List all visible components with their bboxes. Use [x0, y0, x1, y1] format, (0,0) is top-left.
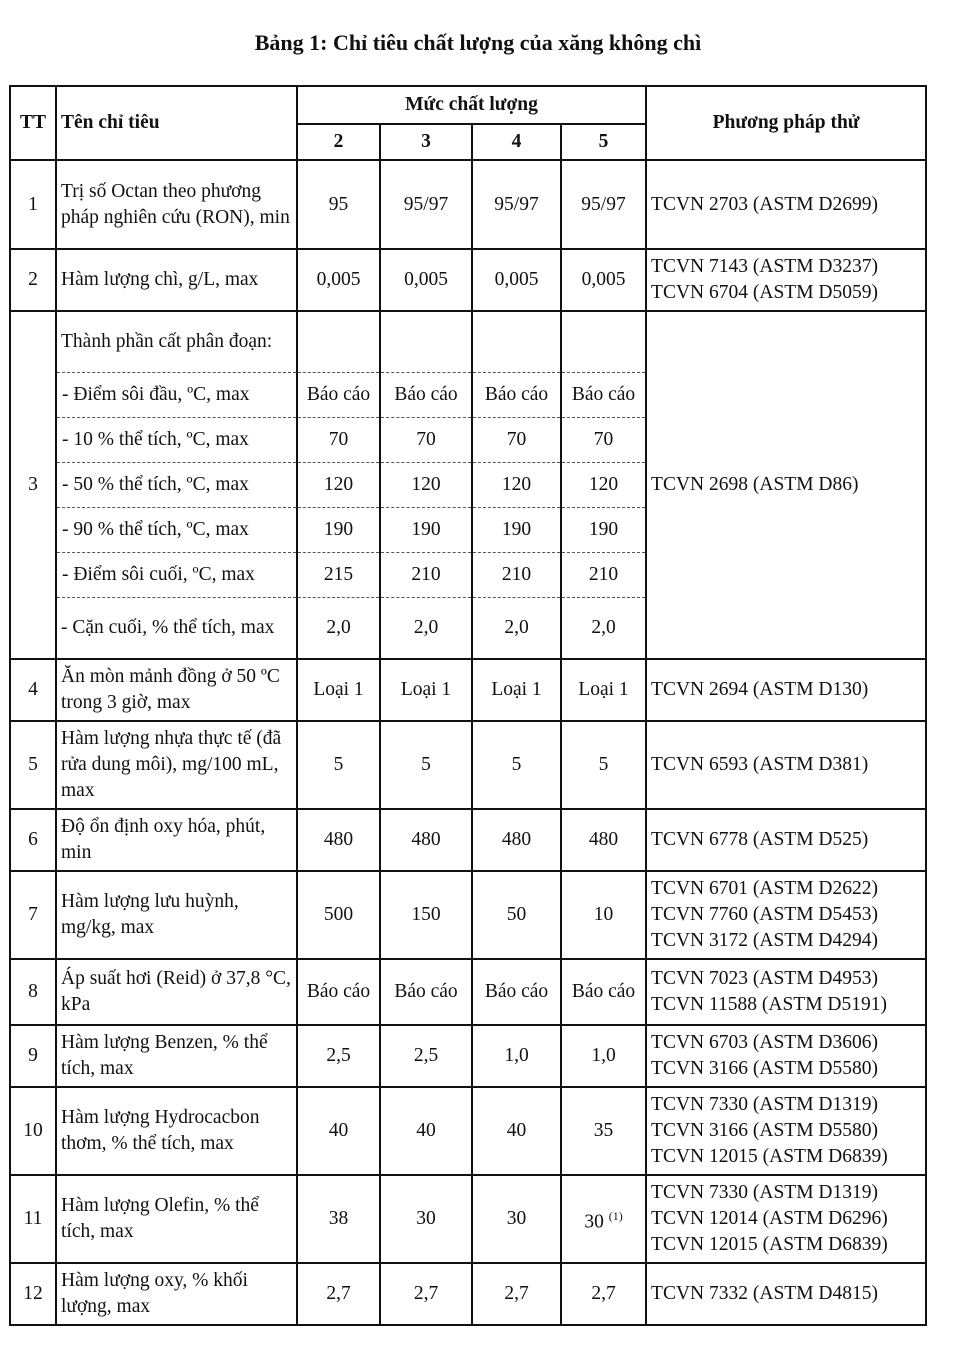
value-text: 0,005 — [404, 269, 448, 290]
method-line: TCVN 6703 (ASTM D3606) — [651, 1032, 878, 1053]
method-cell — [646, 1263, 926, 1325]
value-cell: 120 — [380, 462, 472, 507]
value-cell — [472, 311, 561, 372]
method-cell — [646, 1087, 926, 1175]
value-text: 150 — [411, 904, 441, 925]
value-text: Báo cáo — [306, 981, 371, 1002]
value-cell: 70 — [380, 417, 472, 462]
sub-param-name: - Cặn cuối, % thể tích, max — [56, 597, 297, 659]
value-cell — [561, 249, 646, 311]
row-number: 12 — [10, 1263, 56, 1325]
value-text: 40 — [328, 1120, 349, 1141]
value-cell — [561, 959, 646, 1025]
sub-param-name: - Điểm sôi đầu, ºC, max — [56, 372, 297, 417]
value-cell — [297, 1175, 380, 1263]
value-text: Loại 1 — [400, 679, 452, 700]
sub-param-name: - Điểm sôi cuối, ºC, max — [56, 552, 297, 597]
param-name: Hàm lượng lưu huỳnh, mg/kg, max — [56, 871, 297, 959]
value-cell — [380, 1025, 472, 1087]
row-number: 9 — [10, 1025, 56, 1087]
value-cell: 70 — [472, 417, 561, 462]
value-text: 2,7 — [591, 1283, 616, 1304]
value-cell — [297, 1263, 380, 1325]
value-text: Báo cáo — [484, 981, 549, 1002]
header-method: Phương pháp thử — [646, 86, 926, 160]
value-cell — [380, 1087, 472, 1175]
value-cell: 210 — [561, 552, 646, 597]
value-cell: Báo cáo — [472, 372, 561, 417]
value-cell — [561, 659, 646, 721]
method-cell — [646, 1025, 926, 1087]
row-number: 6 — [10, 809, 56, 871]
value-cell — [561, 311, 646, 372]
value-cell: 2,0 — [380, 597, 472, 659]
value-cell: 120 — [472, 462, 561, 507]
value-cell — [380, 659, 472, 721]
value-text: Loại 1 — [491, 679, 542, 700]
value-cell — [561, 1175, 646, 1263]
sub-param-name: - 50 % thể tích, ºC, max — [56, 462, 297, 507]
method-line: TCVN 3166 (ASTM D5580) — [651, 1120, 878, 1141]
method-line: TCVN 6704 (ASTM D5059) — [651, 282, 878, 303]
value-text: 480 — [501, 829, 532, 850]
value-cell — [472, 809, 561, 871]
value-cell — [472, 1263, 561, 1325]
value-cell — [297, 1087, 380, 1175]
method-cell — [646, 809, 926, 871]
value-text: 1,0 — [591, 1045, 616, 1066]
value-text: 5 — [333, 754, 344, 775]
row-number: 11 — [10, 1175, 56, 1263]
param-name: Ăn mòn mảnh đồng ở 50 ºC trong 3 giờ, max — [56, 659, 297, 721]
param-name: Độ ổn định oxy hóa, phút, min — [56, 809, 297, 871]
row-number: 4 — [10, 659, 56, 721]
param-name: Hàm lượng Olefin, % thể tích, max — [56, 1175, 297, 1263]
value-text: 40 — [416, 1120, 436, 1141]
value-cell: Báo cáo — [380, 372, 472, 417]
value-cell — [297, 959, 380, 1025]
param-name: Thành phần cất phân đoạn: — [56, 311, 297, 372]
header-quality: Mức chất lượng — [297, 86, 646, 124]
value-cell — [380, 249, 472, 311]
value-text: 40 — [506, 1120, 527, 1141]
value-cell: 190 — [297, 507, 380, 552]
value-cell: 190 — [561, 507, 646, 552]
value-cell — [297, 659, 380, 721]
value-cell: 210 — [472, 552, 561, 597]
method-cell — [646, 659, 926, 721]
value-cell: 2,0 — [561, 597, 646, 659]
value-cell — [380, 809, 472, 871]
row-number: 3 — [10, 311, 56, 659]
value-cell — [561, 1087, 646, 1175]
value-cell — [472, 1025, 561, 1087]
param-name: Trị số Octan theo phương pháp nghiên cứu (RON), min — [56, 160, 297, 249]
value-cell — [561, 1263, 646, 1325]
footnote-mark: (1) — [608, 1208, 623, 1223]
value-text: 5 — [598, 754, 609, 775]
method-line: TCVN 11588 (ASTM D5191) — [651, 994, 888, 1015]
value-cell — [297, 1025, 380, 1087]
value-cell: 120 — [297, 462, 380, 507]
row-number: 10 — [10, 1087, 56, 1175]
value-text: 95/97 — [403, 193, 449, 215]
value-cell — [297, 160, 380, 249]
value-text: 1,0 — [504, 1045, 529, 1066]
value-text: Loại 1 — [313, 679, 364, 700]
header-level: 4 — [472, 124, 561, 160]
value-cell: 70 — [297, 417, 380, 462]
value-cell — [472, 249, 561, 311]
value-cell — [380, 1263, 472, 1325]
value-cell — [297, 249, 380, 311]
method-line: TCVN 12015 (ASTM D6839) — [651, 1234, 888, 1255]
value-text: 30 — [416, 1208, 436, 1229]
value-cell: Báo cáo — [561, 372, 646, 417]
value-cell: 215 — [297, 552, 380, 597]
value-text: Loại 1 — [578, 679, 629, 700]
sub-param-name: - 90 % thể tích, ºC, max — [56, 507, 297, 552]
method-line: TCVN 7760 (ASTM D5453) — [651, 904, 878, 925]
value-text: 0,005 — [494, 269, 539, 290]
value-cell: 120 — [561, 462, 646, 507]
method-line: TCVN 7143 (ASTM D3237) — [651, 256, 878, 277]
value-cell — [472, 721, 561, 809]
quality-table — [9, 85, 927, 1326]
value-text: 30 — [584, 1211, 604, 1233]
value-text: 2,5 — [413, 1045, 439, 1066]
value-cell — [561, 871, 646, 959]
value-cell: 190 — [472, 507, 561, 552]
header-level: 3 — [380, 124, 472, 160]
value-text: 95/97 — [581, 193, 626, 215]
row-number: 7 — [10, 871, 56, 959]
value-cell — [472, 871, 561, 959]
value-cell — [561, 160, 646, 249]
value-cell — [297, 809, 380, 871]
value-text: 2,7 — [326, 1283, 351, 1304]
param-name: Hàm lượng nhựa thực tế (đã rửa dung môi), mg/100 mL, max — [56, 721, 297, 809]
param-name: Hàm lượng Benzen, % thể tích, max — [56, 1025, 297, 1087]
value-text: 95 — [328, 193, 349, 215]
header-tt: TT — [10, 86, 56, 160]
sub-param-name: - 10 % thể tích, ºC, max — [56, 417, 297, 462]
value-text: 2,7 — [413, 1283, 439, 1304]
value-cell — [380, 1175, 472, 1263]
value-text: 2,5 — [326, 1045, 351, 1066]
value-cell — [561, 809, 646, 871]
header-level: 2 — [297, 124, 380, 160]
value-text: 10 — [593, 904, 614, 925]
param-name: Hàm lượng chì, g/L, max — [56, 249, 297, 311]
method-line: TCVN 2694 (ASTM D130) — [651, 679, 869, 700]
value-text: 2,7 — [504, 1283, 529, 1304]
value-cell — [472, 959, 561, 1025]
method-line: TCVN 2703 (ASTM D2699) — [651, 193, 878, 215]
value-cell — [380, 871, 472, 959]
value-cell — [380, 311, 472, 372]
value-cell: 2,0 — [472, 597, 561, 659]
value-text: 95/97 — [494, 193, 539, 215]
row-number: 5 — [10, 721, 56, 809]
value-cell: 2,0 — [297, 597, 380, 659]
method-line: TCVN 6701 (ASTM D2622) — [651, 878, 878, 899]
value-text: 38 — [328, 1208, 349, 1229]
value-cell — [380, 160, 472, 249]
method-cell — [646, 871, 926, 959]
value-cell — [472, 1175, 561, 1263]
row-number: 1 — [10, 160, 56, 249]
param-name: Hàm lượng Hydrocacbon thơm, % thể tích, max — [56, 1087, 297, 1175]
method-cell — [646, 721, 926, 809]
method-cell — [646, 249, 926, 311]
value-cell — [472, 1087, 561, 1175]
header-name: Tên chỉ tiêu — [56, 86, 297, 160]
value-cell: 210 — [380, 552, 472, 597]
method-line: TCVN 12014 (ASTM D6296) — [651, 1208, 888, 1229]
table-title: Bảng 1: Chỉ tiêu chất lượng của xăng không chì — [254, 30, 702, 55]
value-cell — [472, 160, 561, 249]
method-line: TCVN 6778 (ASTM D525) — [651, 829, 869, 850]
method-line: TCVN 3166 (ASTM D5580) — [651, 1058, 878, 1079]
value-cell: 70 — [561, 417, 646, 462]
value-text: 480 — [323, 829, 354, 850]
value-text: Báo cáo — [571, 981, 636, 1002]
value-text: Báo cáo — [394, 981, 458, 1002]
method-line: TCVN 7023 (ASTM D4953) — [651, 968, 878, 989]
value-cell — [380, 959, 472, 1025]
value-text: 0,005 — [316, 269, 361, 290]
method-cell — [646, 959, 926, 1025]
param-name: Áp suất hơi (Reid) ở 37,8 °C, kPa — [56, 959, 297, 1025]
method-line: TCVN 7332 (ASTM D4815) — [651, 1283, 878, 1304]
value-cell: Báo cáo — [297, 372, 380, 417]
value-text: 5 — [511, 754, 522, 775]
value-cell — [297, 871, 380, 959]
value-text: 480 — [411, 829, 441, 850]
value-text: 30 — [506, 1208, 527, 1229]
value-text: 480 — [588, 829, 619, 850]
method-line: TCVN 3172 (ASTM D4294) — [651, 930, 878, 951]
method-cell — [646, 160, 926, 249]
value-cell — [561, 1025, 646, 1087]
value-text: 35 — [593, 1120, 614, 1141]
value-text: 5 — [421, 754, 431, 775]
header-level: 5 — [561, 124, 646, 160]
method-line: TCVN 7330 (ASTM D1319) — [651, 1094, 878, 1115]
value-cell — [380, 721, 472, 809]
method-line: TCVN 7330 (ASTM D1319) — [651, 1182, 878, 1203]
param-name: Hàm lượng oxy, % khối lượng, max — [56, 1263, 297, 1325]
method-line: TCVN 12015 (ASTM D6839) — [651, 1146, 888, 1167]
method-line: TCVN 6593 (ASTM D381) — [651, 754, 869, 775]
row-number: 2 — [10, 249, 56, 311]
value-cell — [472, 659, 561, 721]
value-cell — [297, 721, 380, 809]
value-text: 50 — [506, 904, 527, 925]
row-number: 8 — [10, 959, 56, 1025]
method-cell — [646, 1175, 926, 1263]
value-cell — [297, 311, 380, 372]
value-text: 0,005 — [581, 269, 626, 290]
value-cell: 190 — [380, 507, 472, 552]
value-cell — [561, 721, 646, 809]
value-text: 500 — [323, 904, 354, 925]
method-cell: TCVN 2698 (ASTM D86) — [646, 311, 926, 659]
